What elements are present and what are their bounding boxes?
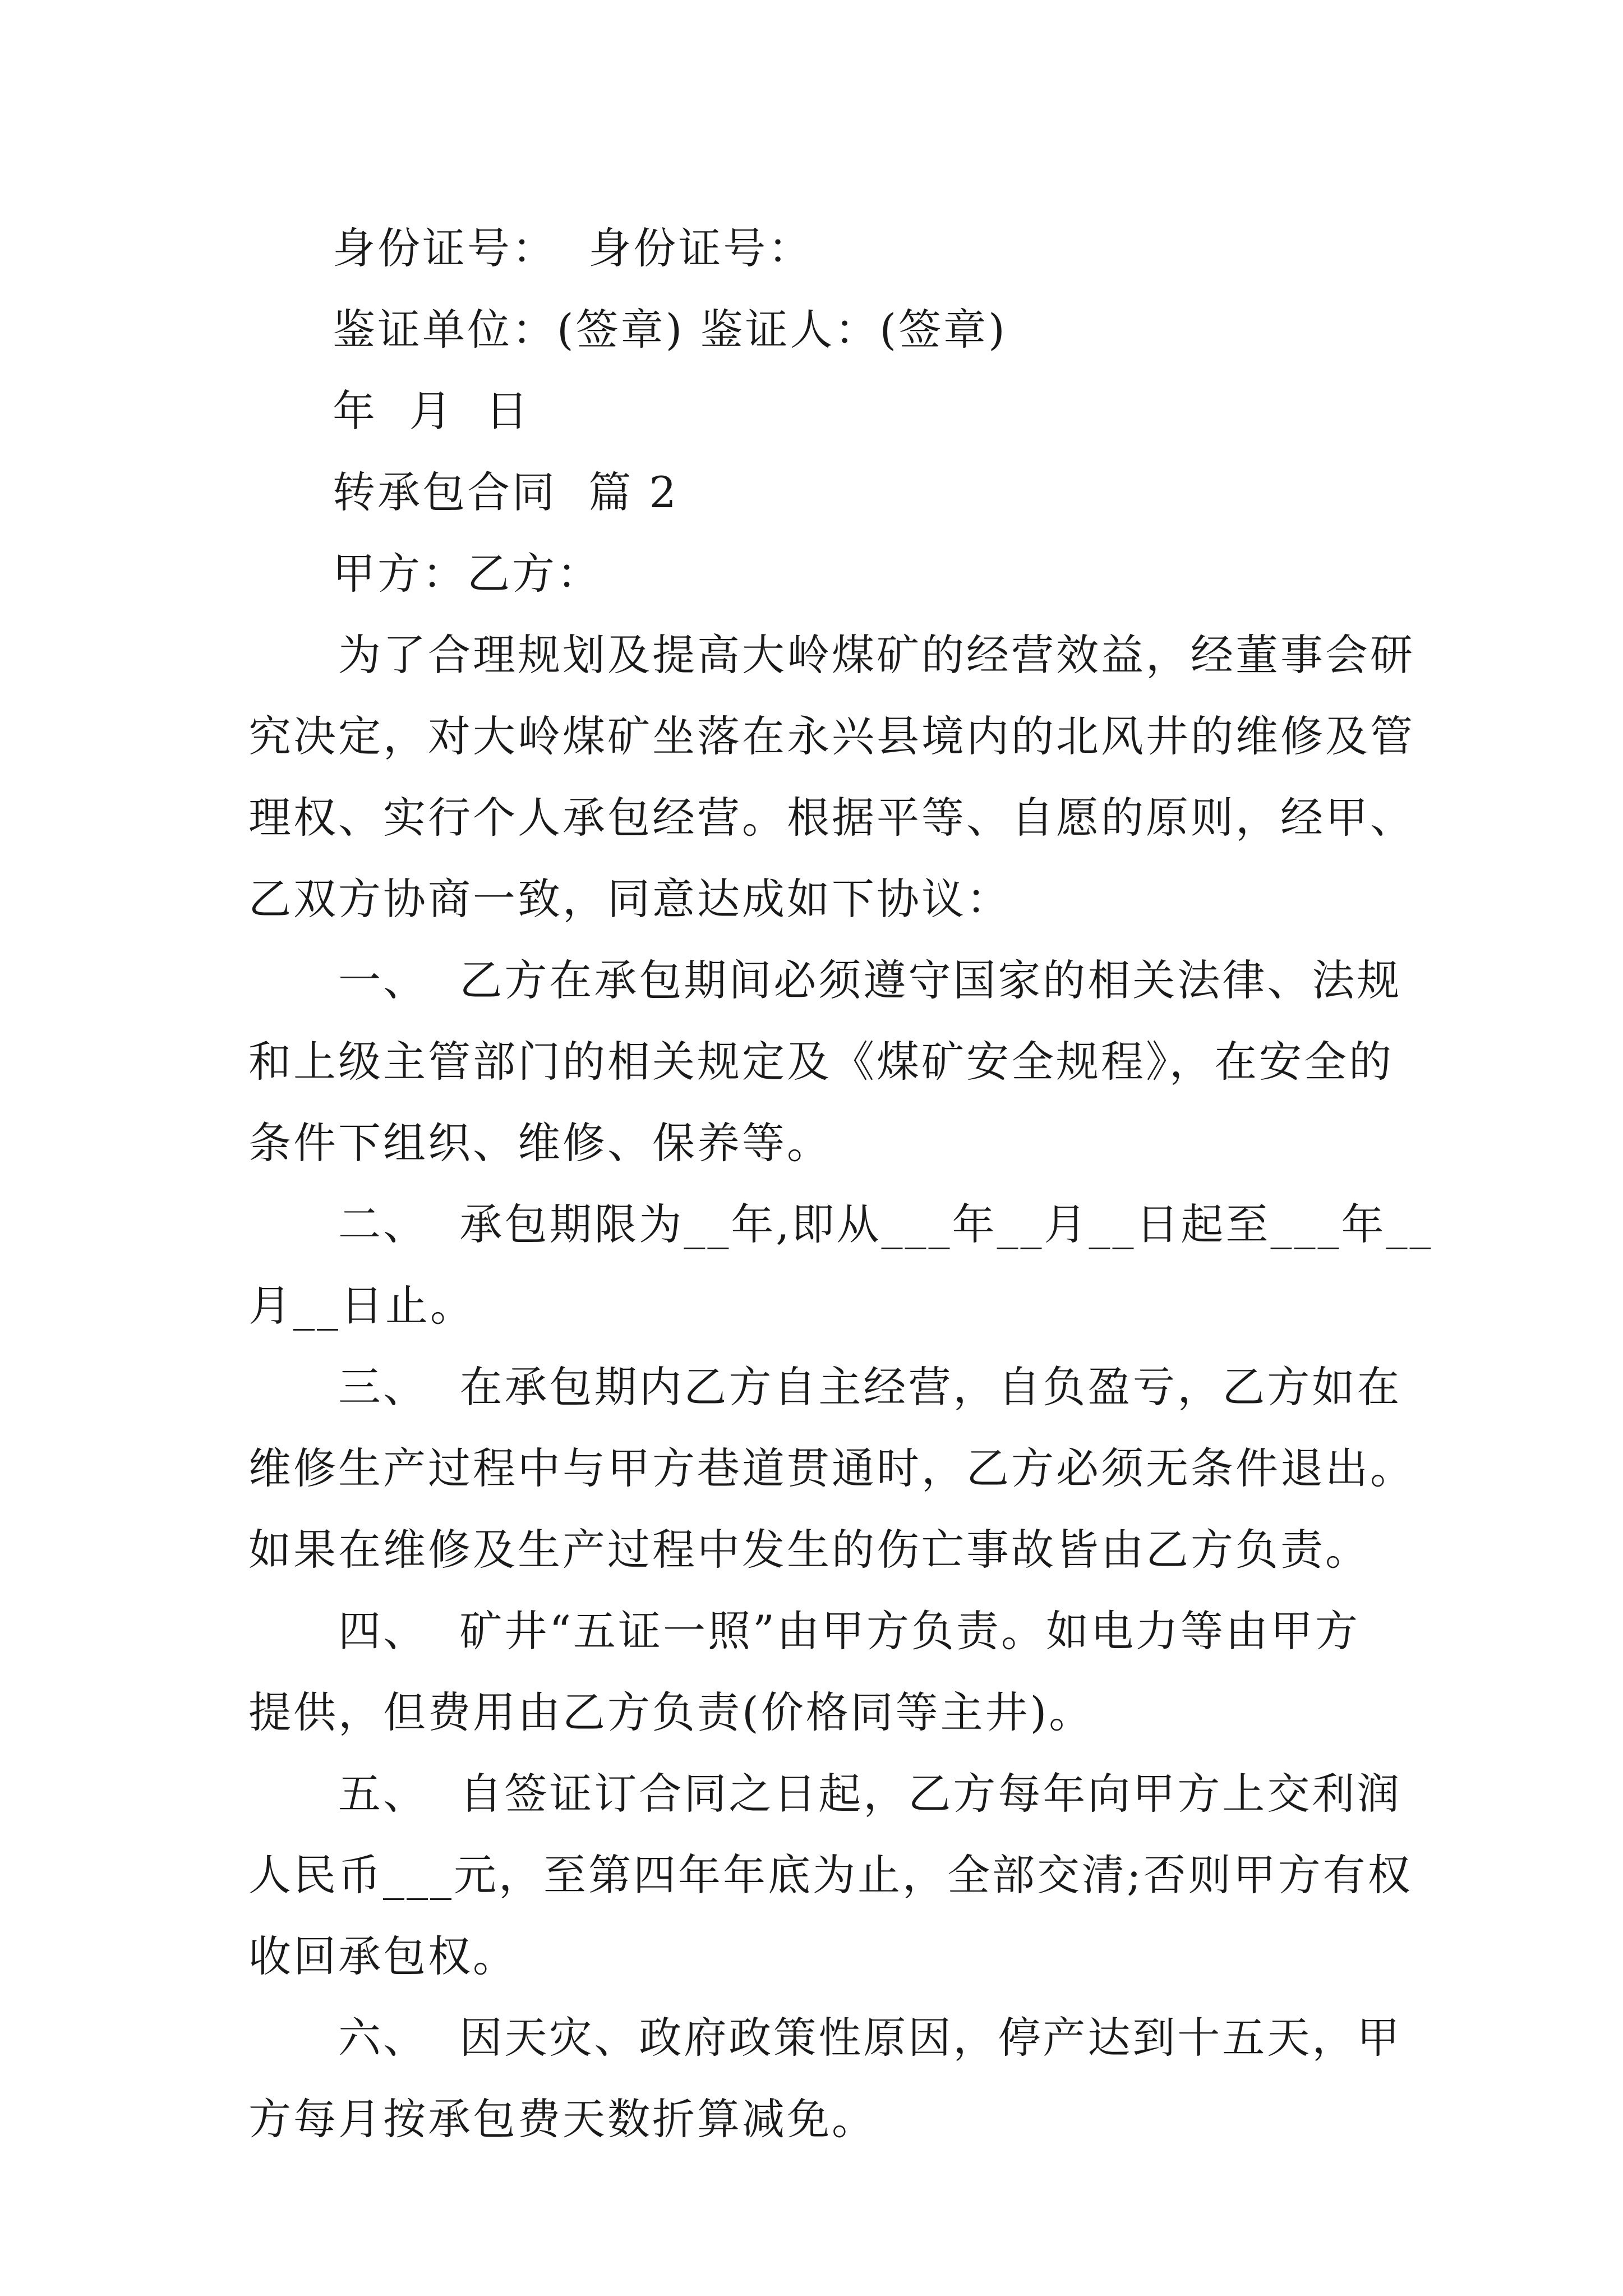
paragraph-line: 如果在维修及生产过程中发生的伤亡事故皆由乙方负责。 (248, 1525, 1370, 1575)
clause-3 (248, 1346, 1415, 1590)
date-line: 年 月 日 (333, 386, 531, 436)
paragraph-line: 五、 自签证订合同之日起，乙方每年向甲方上交利润 (338, 1769, 1402, 1819)
paragraph-line: 和上级主管部门的相关规定及《煤矿安全规程》，在安全的 (248, 1037, 1394, 1087)
paragraph-line: 六、 因天灾、政府政策性原因，停产达到十五天，甲 (338, 2013, 1402, 2063)
paragraph-line: 三、 在承包期内乙方自主经营，自负盈亏，乙方如在 (338, 1362, 1402, 1412)
clause-2 (248, 1184, 1433, 1346)
paragraph-line: 乙双方协商一致，同意达成如下协议： (248, 874, 1011, 924)
paragraph-line: 究决定，对大岭煤矿坐落在永兴县境内的北风井的维修及管 (248, 711, 1415, 761)
clause-4 (248, 1590, 1376, 1753)
paragraph-line: 为了合理规划及提高大岭煤矿的经营效益，经董事会研 (338, 630, 1415, 680)
contract-title: 转承包合同 篇 2 (333, 467, 679, 517)
document-body (248, 208, 1433, 2160)
paragraph-line: 二、 承包期限为__年,即从___年__月__日起至___年__ (338, 1199, 1433, 1249)
paragraph-line: 月__日止。 (248, 1281, 475, 1331)
appraisal-line: 鉴证单位：(签章) 鉴证人：(签章) (333, 305, 1007, 355)
paragraph-line: 四、 矿井“五证一照”由甲方负责。如电力等由甲方 (338, 1606, 1361, 1656)
paragraph-line: 方每月按承包费天数折算减免。 (248, 2094, 877, 2144)
paragraph-intro (248, 614, 1415, 940)
paragraph-line: 提供，但费用由乙方负责(价格同等主井)。 (248, 1687, 1094, 1737)
id-number-line: 身份证号： 身份证号： (333, 223, 813, 273)
paragraph-line: 维修生产过程中与甲方巷道贯通时，乙方必须无条件退出。 (248, 1443, 1415, 1493)
clause-5 (248, 1753, 1413, 1997)
paragraph-line: 条件下组织、维修、保养等。 (248, 1118, 832, 1168)
paragraph-line: 理权、实行个人承包经营。根据平等、自愿的原则，经甲、 (248, 793, 1415, 843)
parties-line: 甲方：乙方： (333, 549, 602, 599)
paragraph-line: 收回承包权。 (248, 1931, 518, 1981)
clause-1 (248, 940, 1402, 1184)
paragraph-line: 一、 乙方在承包期间必须遵守国家的相关法律、法规 (338, 955, 1402, 1005)
clause-6 (248, 1997, 1402, 2160)
paragraph-line: 人民币___元，至第四年年底为止，全部交清;否则甲方有权 (248, 1850, 1413, 1900)
